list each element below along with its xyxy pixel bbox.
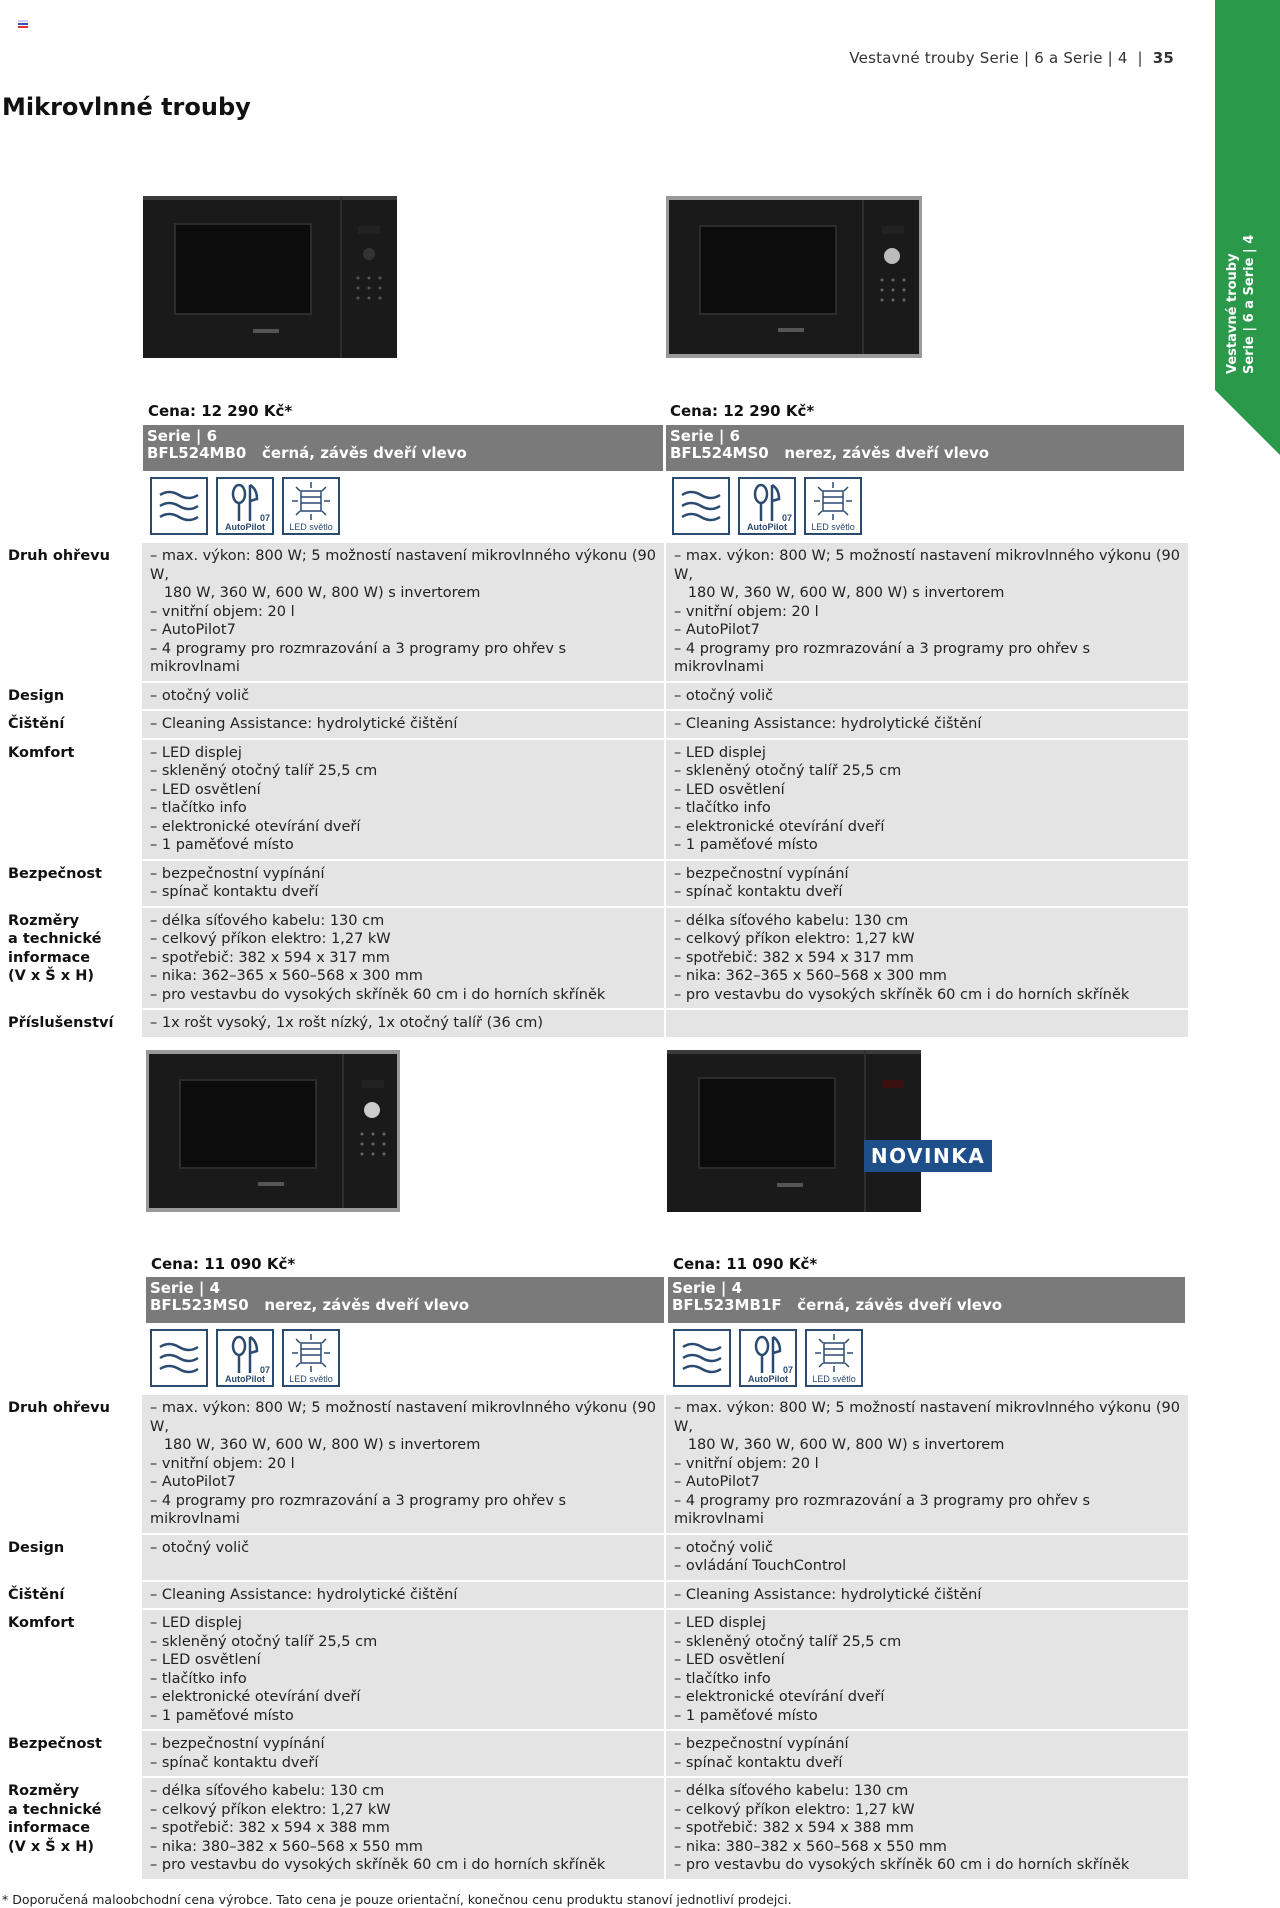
microwave-waves-icon	[673, 1329, 731, 1387]
spec-cell: – max. výkon: 800 W; 5 možností nastavení mikrovlnného výkonu (90 W, 180 W, 360 W, 600 W, 800 W) s invertorem – vnitřní objem: 20 l – AutoPilot7 – 4 programy pro rozmrazování a 3 programy pro ohřev s mikrovlnami	[150, 548, 656, 675]
table-row	[0, 861, 1188, 908]
price-product-2: Cena: 12 290 Kč*	[670, 402, 815, 420]
serie-label: Serie | 6	[147, 427, 218, 445]
serie-bar-product-3	[146, 1277, 664, 1323]
led-light-icon	[805, 1329, 863, 1387]
autopilot-caption: AutoPilot	[225, 1374, 265, 1384]
spec-table-section-2	[0, 1395, 1188, 1881]
table-row	[0, 740, 1188, 861]
serie-bar-product-4	[668, 1277, 1185, 1323]
spec-cell: – max. výkon: 800 W; 5 možností nastavení mikrovlnného výkonu (90 W, 180 W, 360 W, 600 W, 800 W) s invertorem – vnitřní objem: 20 l – AutoPilot7 – 4 programy pro rozmrazování a 3 programy pro ohřev s mikrovlnami	[150, 1400, 656, 1527]
table-row	[0, 711, 1188, 740]
microwave-waves-icon	[150, 477, 208, 535]
spec-cell: – Cleaning Assistance: hydrolytické čištění	[674, 1586, 982, 1603]
row-label: Komfort	[0, 740, 142, 861]
autopilot-icon	[738, 477, 796, 535]
led-caption: LED světlo	[812, 1374, 856, 1384]
autopilot-caption: AutoPilot	[748, 1374, 788, 1384]
spec-cell: – Cleaning Assistance: hydrolytické čištění	[674, 716, 982, 732]
led-light-icon	[282, 1329, 340, 1387]
microwave-image-black	[667, 1050, 921, 1212]
table-row	[0, 1582, 1188, 1611]
serie-bar-product-2	[666, 425, 1184, 471]
feature-icons-product-4	[673, 1329, 863, 1387]
led-caption: LED světlo	[289, 522, 333, 532]
led-caption: LED světlo	[289, 1374, 333, 1384]
feature-icons-product-1	[150, 477, 340, 535]
table-row	[0, 1731, 1188, 1778]
microwave-waves-icon	[672, 477, 730, 535]
page-number: 35	[1152, 49, 1174, 67]
row-label: Druh ohřevu	[0, 1395, 142, 1535]
autopilot-number: 07	[259, 1365, 270, 1375]
price-product-1: Cena: 12 290 Kč*	[148, 402, 293, 420]
spec-cell: – Cleaning Assistance: hydrolytické čištění	[150, 716, 458, 732]
model-label: BFL523MS0 nerez, závěs dveří vlevo	[150, 1296, 470, 1314]
autopilot-icon	[216, 477, 274, 535]
row-label: Čištění	[0, 1582, 142, 1611]
led-light-icon	[804, 477, 862, 535]
row-label: Příslušenství	[0, 1010, 142, 1039]
language-flag-icon	[18, 20, 28, 27]
price-product-3: Cena: 11 090 Kč*	[151, 1255, 296, 1273]
feature-icons-product-3	[150, 1329, 340, 1387]
autopilot-number: 07	[781, 513, 792, 523]
autopilot-caption: AutoPilot	[747, 522, 787, 532]
table-row	[0, 1778, 1188, 1881]
microwave-waves-icon	[150, 1329, 208, 1387]
side-tab-line2: Serie | 6 a Serie | 4	[1242, 234, 1257, 374]
row-label: Design	[0, 683, 142, 712]
serie-label: Serie | 4	[150, 1279, 221, 1297]
row-label: Rozměry a technické informace (V x Š x H)	[8, 912, 102, 984]
price-product-4: Cena: 11 090 Kč*	[673, 1255, 818, 1273]
spec-cell: – 1x rošt vysoký, 1x rošt nízký, 1x otočný talíř (36 cm)	[150, 1015, 544, 1031]
spec-cell: – délka síťového kabelu: 130 cm – celkový příkon elektro: 1,27 kW – spotřebič: 382 x 594 x 317 mm – nika: 362–365 x 560–568 x 300 mm – pro vestavbu do vysokých skříněk 60 cm i do horních skříněk	[150, 912, 606, 1003]
model-label: BFL524MS0 nerez, závěs dveří vlevo	[670, 444, 990, 462]
header-separator: |	[1137, 49, 1143, 67]
side-tab-text	[1224, 214, 1272, 374]
spec-cell: – LED displej – skleněný otočný talíř 25,5 cm – LED osvětlení – tlačítko info – elektronické otevírání dveří – 1 paměťové místo	[150, 744, 378, 853]
model-label: BFL523MB1F černá, závěs dveří vlevo	[672, 1296, 1003, 1314]
table-row	[0, 1610, 1188, 1731]
new-badge: NOVINKA	[864, 1140, 992, 1172]
autopilot-icon	[216, 1329, 274, 1387]
spec-cell: – max. výkon: 800 W; 5 možností nastavení mikrovlnného výkonu (90 W, 180 W, 360 W, 600 W, 800 W) s invertorem – vnitřní objem: 20 l – AutoPilot7 – 4 programy pro rozmrazování a 3 programy pro ohřev s mikrovlnami	[674, 1400, 1180, 1527]
microwave-image-black	[143, 196, 397, 358]
led-caption: LED světlo	[811, 522, 855, 532]
spec-cell: – bezpečnostní vypínání – spínač kontaktu dveří	[150, 1736, 325, 1771]
spec-cell: – délka síťového kabelu: 130 cm – celkový příkon elektro: 1,27 kW – spotřebič: 382 x 594 x 388 mm – nika: 380–382 x 560–568 x 550 mm – pro vestavbu do vysokých skříněk 60 cm i do horních skříněk	[150, 1783, 606, 1873]
spec-cell: – otočný volič – ovládání TouchControl	[674, 1539, 847, 1574]
led-light-icon	[282, 477, 340, 535]
table-row	[0, 908, 1188, 1011]
table-row	[0, 1395, 1188, 1535]
autopilot-icon	[739, 1329, 797, 1387]
table-row	[0, 543, 1188, 683]
spec-cell: – bezpečnostní vypínání – spínač kontaktu dveří	[674, 865, 849, 900]
microwave-image-steel	[146, 1050, 400, 1212]
page-title: Mikrovlnné trouby	[2, 93, 251, 121]
side-tab-line1: Vestavné trouby	[1225, 253, 1240, 374]
footnote: * Doporučená maloobchodní cena výrobce. Tato cena je pouze orientační, konečnou cenu produktu stanoví jednotliví prodejci.	[2, 1892, 792, 1907]
autopilot-number: 07	[259, 513, 270, 523]
row-label: Bezpečnost	[0, 861, 142, 908]
spec-cell: – LED displej – skleněný otočný talíř 25,5 cm – LED osvětlení – tlačítko info – elektronické otevírání dveří – 1 paměťové místo	[150, 1615, 378, 1724]
row-label: Rozměry a technické informace (V x Š x H)	[8, 1783, 102, 1855]
table-row	[0, 683, 1188, 712]
autopilot-caption: AutoPilot	[225, 522, 265, 532]
spec-table-section-1	[0, 543, 1188, 1039]
serie-label: Serie | 6	[670, 427, 741, 445]
spec-cell: – Cleaning Assistance: hydrolytické čištění	[150, 1586, 458, 1603]
feature-icons-product-2	[672, 477, 862, 535]
autopilot-number: 07	[782, 1365, 793, 1375]
row-label: Druh ohřevu	[0, 543, 142, 683]
spec-cell: – bezpečnostní vypínání – spínač kontaktu dveří	[674, 1736, 849, 1771]
row-label: Komfort	[0, 1610, 142, 1731]
spec-cell: – otočný volič	[150, 687, 250, 704]
spec-cell: – délka síťového kabelu: 130 cm – celkový příkon elektro: 1,27 kW – spotřebič: 382 x 594 x 317 mm – nika: 362–365 x 560–568 x 300 mm – pro vestavbu do vysokých skříněk 60 cm i do horních skříněk	[674, 912, 1130, 1003]
table-row	[0, 1010, 1188, 1039]
serie-bar-product-1	[143, 425, 663, 471]
spec-cell: – otočný volič	[674, 687, 774, 704]
spec-cell: – bezpečnostní vypínání – spínač kontaktu dveří	[150, 865, 325, 900]
table-row	[0, 1535, 1188, 1582]
page-header	[849, 49, 1174, 67]
row-label: Čištění	[0, 711, 142, 740]
spec-cell: – LED displej – skleněný otočný talíř 25,5 cm – LED osvětlení – tlačítko info – elektronické otevírání dveří – 1 paměťové místo	[674, 744, 902, 853]
spec-cell: – max. výkon: 800 W; 5 možností nastavení mikrovlnného výkonu (90 W, 180 W, 360 W, 600 W, 800 W) s invertorem – vnitřní objem: 20 l – AutoPilot7 – 4 programy pro rozmrazování a 3 programy pro ohřev s mikrovlnami	[674, 548, 1180, 675]
serie-label: Serie | 4	[672, 1279, 743, 1297]
spec-cell: – otočný volič	[150, 1539, 250, 1556]
spec-cell: – délka síťového kabelu: 130 cm – celkový příkon elektro: 1,27 kW – spotřebič: 382 x 594 x 388 mm – nika: 380–382 x 560–568 x 550 mm – pro vestavbu do vysokých skříněk 60 cm i do horních skříněk	[674, 1783, 1130, 1873]
spec-cell: – LED displej – skleněný otočný talíř 25,5 cm – LED osvětlení – tlačítko info – elektronické otevírání dveří – 1 paměťové místo	[674, 1615, 902, 1724]
breadcrumb: Vestavné trouby Serie | 6 a Serie | 4	[849, 49, 1128, 67]
microwave-image-steel	[666, 196, 922, 358]
row-label: Design	[0, 1535, 142, 1582]
model-label: BFL524MB0 černá, závěs dveří vlevo	[147, 444, 467, 462]
row-label: Bezpečnost	[0, 1731, 142, 1778]
